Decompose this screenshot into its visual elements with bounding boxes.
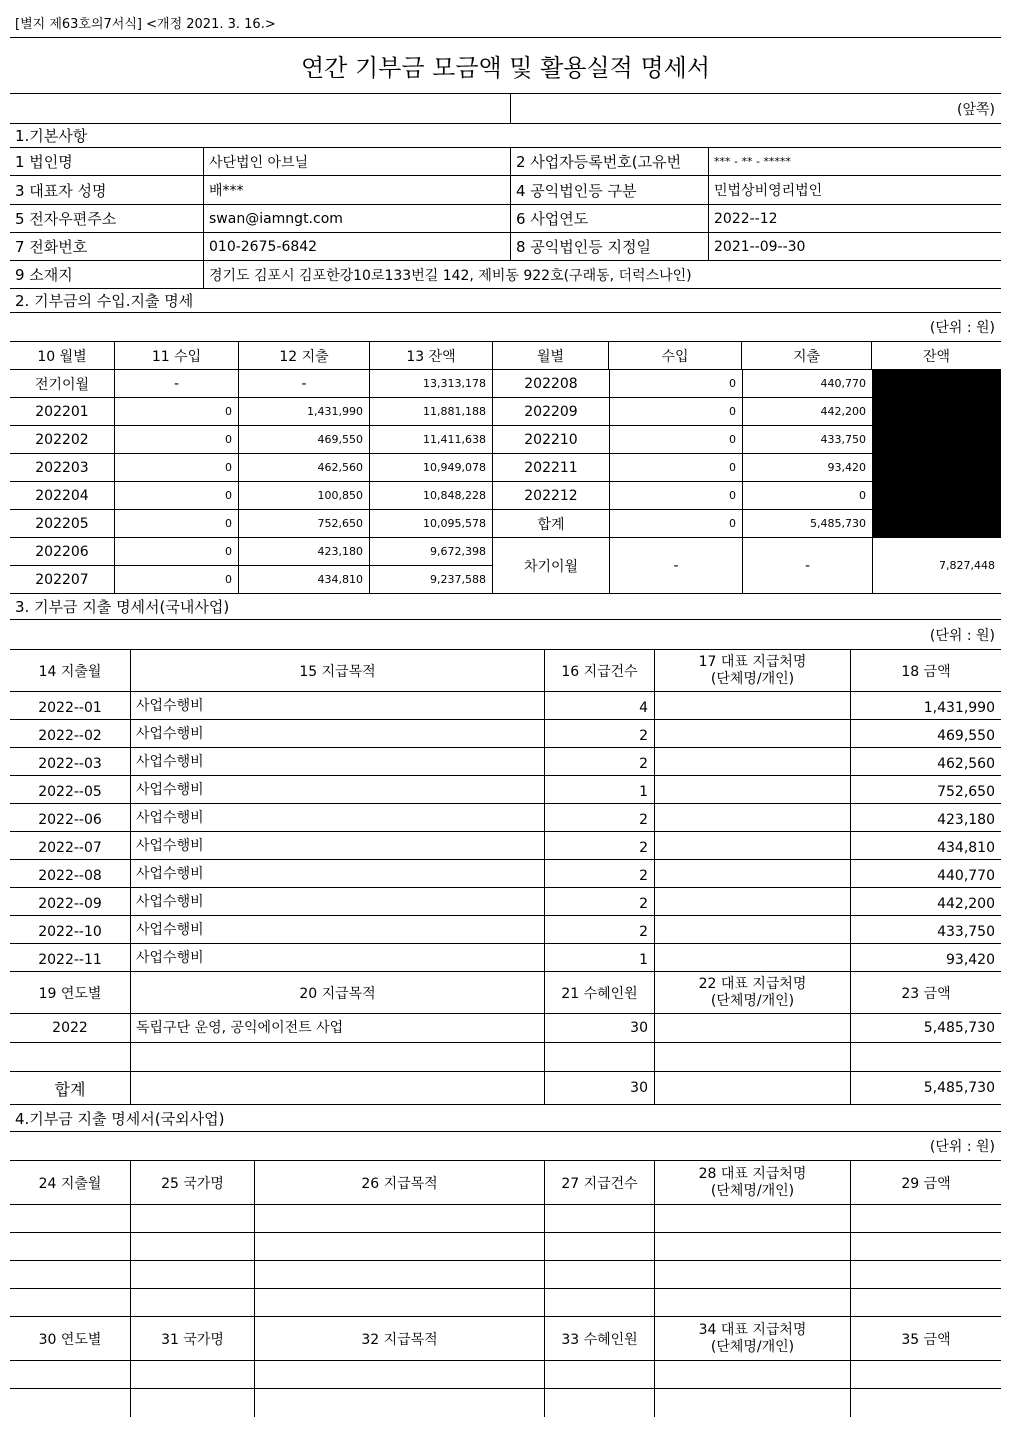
col-header: 잔액 (871, 342, 1001, 369)
blank-table-row (10, 1289, 1001, 1317)
table-row (10, 1043, 1001, 1072)
basic-info-row (10, 233, 1001, 261)
col-header-line: (단체명/개인) (710, 1182, 795, 1199)
beneficiaries-cell: 30 (544, 1014, 654, 1042)
blank-cell (130, 1205, 254, 1232)
blank-cell (10, 1289, 130, 1316)
purpose-cell: 사업수행비 (130, 888, 544, 915)
amount-cell: 434,810 (850, 832, 1001, 859)
monthly-row (10, 538, 492, 566)
recipient-cell (654, 1043, 850, 1071)
table-row (10, 748, 1001, 776)
month-cell: 202202 (35, 431, 89, 448)
yearly-rows (10, 1014, 1001, 1072)
month-cell: 2022--02 (38, 728, 102, 744)
section3-title: 3. 기부금 지출 명세서(국내사업) (15, 598, 230, 616)
expense-cell: 5,485,730 (742, 510, 872, 537)
blank-cell (10, 1389, 130, 1417)
table-row (10, 944, 1001, 972)
email-value: swan@iamngt.com (203, 205, 510, 232)
balance-cell: 10,848,228 (369, 482, 492, 509)
unit-label: (단위 : 원) (929, 627, 995, 644)
income-expense-body (10, 370, 1001, 594)
expense-cell: 100,850 (238, 482, 369, 509)
table-row (10, 832, 1001, 860)
amount-cell: 5,485,730 (850, 1014, 1001, 1042)
income-cell: 0 (114, 510, 238, 537)
purpose-cell: 사업수행비 (130, 776, 544, 803)
table-row (10, 720, 1001, 748)
blank-cell (654, 1361, 850, 1388)
blank-cell (544, 1389, 654, 1417)
section2-title-row (10, 289, 1001, 313)
month-cell: 2022--09 (38, 896, 102, 912)
blank-cell (850, 1233, 1001, 1260)
purpose-cell: 사업수행비 (130, 804, 544, 831)
carry-over-row (493, 538, 1001, 593)
recipient-cell (654, 748, 850, 775)
income-cell: 0 (114, 538, 238, 565)
count-cell: 2 (544, 748, 654, 775)
phone-label: 7 전화번호 (15, 238, 88, 256)
income-cell: 0 (609, 370, 742, 397)
col-header: 15 지급목적 (130, 650, 544, 691)
blank-cell (654, 1289, 850, 1316)
total-beneficiaries: 30 (544, 1072, 654, 1104)
front-side-label: (앞쪽) (510, 94, 1001, 123)
recipient-cell (654, 888, 850, 915)
blank-cell (10, 1233, 130, 1260)
redacted-balance-cell (872, 398, 1001, 425)
month-cell: 202212 (524, 487, 578, 504)
expense-cell: 442,200 (742, 398, 872, 425)
section4-title-row (10, 1105, 1001, 1132)
month-cell: 전기이월 (34, 376, 90, 393)
redacted-balance-cell (872, 426, 1001, 453)
total-amount: 5,485,730 (850, 1072, 1001, 1104)
amount-cell: 423,180 (850, 804, 1001, 831)
month-cell: 2022--06 (38, 812, 102, 828)
count-cell: 1 (544, 944, 654, 971)
designation-date-label: 8 공익법인등 지정일 (510, 233, 708, 260)
yearly-header (10, 972, 1001, 1014)
left-monthly-table (10, 370, 492, 593)
blank-cell (130, 1072, 544, 1104)
fiscal-year-value: 2022--12 (708, 205, 1001, 232)
blank-cell (850, 1361, 1001, 1388)
purpose-cell: 사업수행비 (130, 916, 544, 943)
recipient-cell (654, 1014, 850, 1042)
unit-row (10, 1132, 1001, 1161)
blank-cell (544, 1233, 654, 1260)
month-cell: 202209 (524, 403, 578, 420)
month-cell: 202201 (35, 403, 89, 420)
carry-balance: 7,827,448 (872, 538, 1001, 593)
col-header: 30 연도별 (38, 1331, 102, 1348)
amount-cell: 752,650 (850, 776, 1001, 803)
col-header: 20 지급목적 (130, 972, 544, 1013)
ceo-name-value: 배*** (203, 176, 510, 204)
monthly-row (10, 454, 492, 482)
table-row (10, 1014, 1001, 1043)
col-header-line: 17 대표 지급처명 (698, 653, 807, 670)
blank-cell (254, 1389, 544, 1417)
col-header-line: 34 대표 지급처명 (698, 1321, 807, 1338)
right-monthly-table (492, 370, 1001, 593)
domestic-rows (10, 692, 1001, 972)
blank-cell (130, 1361, 254, 1388)
blank-cell (130, 1233, 254, 1260)
monthly-row (493, 482, 1001, 510)
expense-cell: 0 (742, 482, 872, 509)
amount-cell: 440,770 (850, 860, 1001, 887)
monthly-row (10, 398, 492, 426)
income-cell: - (114, 370, 238, 397)
monthly-row (493, 370, 1001, 398)
income-cell: 0 (609, 398, 742, 425)
blank-cell (544, 1205, 654, 1232)
purpose-cell: 사업수행비 (130, 944, 544, 971)
col-header-rep (654, 1161, 850, 1204)
domestic-header (10, 650, 1001, 692)
col-header: 월별 (492, 342, 608, 369)
front-label-row (10, 94, 1001, 124)
col-header: 12 지출 (238, 342, 369, 369)
balance-cell: 13,313,178 (369, 370, 492, 397)
count-cell: 2 (544, 804, 654, 831)
redacted-balance-cell (872, 454, 1001, 481)
expense-cell: 434,810 (238, 566, 369, 593)
col-header: 10 월별 (37, 348, 87, 365)
month-cell: 202211 (524, 459, 578, 476)
overseas-yearly-header (10, 1317, 1001, 1361)
income-cell: 0 (114, 566, 238, 593)
unit-label: (단위 : 원) (929, 320, 995, 336)
monthly-row (10, 510, 492, 538)
col-header-line: 28 대표 지급처명 (698, 1165, 807, 1182)
col-header-rep (654, 1317, 850, 1360)
phone-value: 010-2675-6842 (203, 233, 510, 260)
col-header: 24 지출월 (38, 1175, 102, 1192)
blank-cell (544, 1261, 654, 1288)
blank-cell (254, 1205, 544, 1232)
corp-type-value: 민법상비영리법인 (708, 176, 1001, 204)
monthly-row (493, 398, 1001, 426)
blank-cell (10, 1205, 130, 1232)
month-cell: 202208 (524, 375, 578, 392)
table-row (10, 804, 1001, 832)
col-header-line: (단체명/개인) (710, 1338, 795, 1355)
blank-cell (544, 1289, 654, 1316)
year-cell (10, 1043, 130, 1071)
month-cell: 2022--11 (38, 952, 102, 968)
section2-title: 2. 기부금의 수입.지출 명세 (15, 292, 194, 310)
income-expense-header (10, 342, 1001, 370)
count-cell: 2 (544, 888, 654, 915)
address-label: 9 소재지 (15, 266, 73, 284)
purpose-cell (130, 1043, 544, 1071)
count-cell: 2 (544, 832, 654, 859)
total-row (10, 1072, 1001, 1105)
expense-cell: 752,650 (238, 510, 369, 537)
monthly-row (10, 370, 492, 398)
month-cell: 2022--07 (38, 840, 102, 856)
blank-cell (254, 1361, 544, 1388)
redacted-balance-cell (872, 510, 1001, 537)
balance-cell: 9,672,398 (369, 538, 492, 565)
purpose-cell: 사업수행비 (130, 692, 544, 719)
expense-cell: 469,550 (238, 426, 369, 453)
overseas-blank-rows (10, 1205, 1001, 1317)
basic-info-row (10, 205, 1001, 233)
amount-cell: 433,750 (850, 916, 1001, 943)
form-id-row (10, 8, 1001, 38)
monthly-row (493, 510, 1001, 538)
blank-cell (850, 1261, 1001, 1288)
title-row (10, 38, 1001, 94)
section4-title: 4.기부금 지출 명세서(국외사업) (15, 1109, 225, 1128)
email-label: 5 전자우편주소 (15, 210, 117, 228)
monthly-row (10, 482, 492, 510)
section3-title-row (10, 594, 1001, 620)
expense-cell: 93,420 (742, 454, 872, 481)
section1-title-row (10, 124, 1001, 148)
table-row (10, 916, 1001, 944)
carry-label: 차기이월 (523, 558, 579, 575)
corp-name-value: 사단법인 아브닐 (203, 148, 510, 175)
corp-name-label: 1 법인명 (15, 153, 73, 171)
balance-cell: 11,411,638 (369, 426, 492, 453)
fiscal-year-label: 6 사업연도 (510, 205, 708, 232)
blank-table-row (10, 1205, 1001, 1233)
col-header: 35 금액 (850, 1317, 1001, 1360)
income-cell: 0 (114, 454, 238, 481)
balance-cell: 10,095,578 (369, 510, 492, 537)
total-label: 합계 (54, 1079, 86, 1099)
month-cell: 202204 (35, 487, 89, 504)
blank-cell (254, 1233, 544, 1260)
month-cell: 합계 (537, 516, 565, 533)
blank-cell (654, 1233, 850, 1260)
col-header: 21 수혜인원 (544, 972, 654, 1013)
income-cell: 0 (114, 426, 238, 453)
col-header: 18 금액 (850, 650, 1001, 691)
col-header: 14 지출월 (38, 663, 102, 680)
expense-cell: 462,560 (238, 454, 369, 481)
count-cell: 4 (544, 692, 654, 719)
month-cell: 202210 (524, 431, 578, 448)
document-title: 연간 기부금 모금액 및 활용실적 명세서 (300, 54, 711, 82)
recipient-cell (654, 692, 850, 719)
blank-cell (10, 94, 510, 123)
monthly-row (493, 454, 1001, 482)
redacted-balance-cell (872, 370, 1001, 397)
ceo-name-label: 3 대표자 성명 (15, 181, 107, 200)
blank-table-row (10, 1361, 1001, 1389)
count-cell: 1 (544, 776, 654, 803)
unit-row (10, 313, 1001, 342)
blank-cell (544, 1361, 654, 1388)
table-row (10, 692, 1001, 720)
statement-sheet (10, 8, 1001, 1417)
col-header: 13 잔액 (369, 342, 492, 369)
recipient-cell (654, 776, 850, 803)
income-cell: 0 (609, 454, 742, 481)
purpose-cell: 사업수행비 (130, 832, 544, 859)
carry-income: - (609, 538, 742, 593)
recipient-cell (654, 720, 850, 747)
purpose-cell: 독립구단 운영, 공익에이전트 사업 (130, 1014, 544, 1042)
blank-cell (654, 1261, 850, 1288)
balance-cell: 11,881,188 (369, 398, 492, 425)
col-header: 26 지급목적 (254, 1161, 544, 1204)
month-cell: 2022--05 (38, 784, 102, 800)
col-header: 19 연도별 (38, 985, 102, 1002)
blank-cell (10, 1361, 130, 1388)
income-cell: 0 (609, 510, 742, 537)
blank-cell (850, 1389, 1001, 1417)
month-cell: 2022--08 (38, 868, 102, 884)
blank-cell (654, 1205, 850, 1232)
amount-cell (850, 1043, 1001, 1071)
table-row (10, 860, 1001, 888)
amount-cell: 469,550 (850, 720, 1001, 747)
beneficiaries-cell (544, 1043, 654, 1071)
income-cell: 0 (609, 426, 742, 453)
blank-cell (130, 1289, 254, 1316)
month-cell: 2022--10 (38, 924, 102, 940)
monthly-row (10, 426, 492, 454)
month-cell: 202206 (35, 543, 89, 560)
address-value: 경기도 김포시 김포한강10로133번길 142, 제비동 922호(구래동, 더럭스나인) (203, 261, 1001, 288)
reg-no-value: *** - ** - ***** (708, 148, 1001, 175)
carry-expense: - (742, 538, 872, 593)
recipient-cell (654, 832, 850, 859)
col-header-line: (단체명/개인) (710, 670, 795, 687)
blank-cell (850, 1205, 1001, 1232)
designation-date-value: 2021--09--30 (708, 233, 1001, 260)
blank-table-row (10, 1389, 1001, 1417)
col-header: 25 국가명 (130, 1161, 254, 1204)
blank-cell (254, 1261, 544, 1288)
col-header: 32 지급목적 (254, 1317, 544, 1360)
blank-table-row (10, 1261, 1001, 1289)
purpose-cell: 사업수행비 (130, 720, 544, 747)
col-header-line: (단체명/개인) (710, 992, 795, 1009)
year-cell: 2022 (52, 1020, 88, 1036)
blank-cell (130, 1389, 254, 1417)
count-cell: 2 (544, 720, 654, 747)
col-header: 지출 (741, 342, 871, 369)
expense-cell: - (238, 370, 369, 397)
basic-info-row (10, 261, 1001, 289)
month-cell: 2022--03 (38, 756, 102, 772)
expense-cell: 1,431,990 (238, 398, 369, 425)
overseas-yearly-blank-rows (10, 1361, 1001, 1417)
col-header-line: 22 대표 지급처명 (698, 975, 807, 992)
income-cell: 0 (114, 398, 238, 425)
blank-cell (10, 1261, 130, 1288)
month-cell: 2022--01 (38, 700, 102, 716)
month-cell: 202205 (35, 515, 89, 532)
col-header: 23 금액 (850, 972, 1001, 1013)
count-cell: 2 (544, 860, 654, 887)
section1-title: 1.기본사항 (15, 127, 88, 145)
expense-cell: 433,750 (742, 426, 872, 453)
col-header: 수입 (608, 342, 741, 369)
recipient-cell (654, 916, 850, 943)
month-cell: 202203 (35, 459, 89, 476)
income-cell: 0 (609, 482, 742, 509)
amount-cell: 1,431,990 (850, 692, 1001, 719)
monthly-row (10, 566, 492, 593)
form-id-label: [별지 제63호의7서식] <개정 2021. 3. 16.> (15, 17, 276, 32)
col-header-rep (654, 650, 850, 691)
reg-no-label: 2 사업자등록번호(고유번 (510, 148, 708, 175)
col-header: 31 국가명 (130, 1317, 254, 1360)
blank-cell (654, 1072, 850, 1104)
table-row (10, 776, 1001, 804)
month-cell: 202207 (35, 571, 89, 588)
expense-cell: 440,770 (742, 370, 872, 397)
basic-info-row (10, 176, 1001, 205)
col-header: 27 지급건수 (544, 1161, 654, 1204)
corp-type-label: 4 공익법인등 구분 (510, 176, 708, 204)
blank-cell (130, 1261, 254, 1288)
col-header: 33 수혜인원 (544, 1317, 654, 1360)
purpose-cell: 사업수행비 (130, 748, 544, 775)
purpose-cell: 사업수행비 (130, 860, 544, 887)
expense-cell: 423,180 (238, 538, 369, 565)
col-header: 16 지급건수 (544, 650, 654, 691)
amount-cell: 93,420 (850, 944, 1001, 971)
col-header-rep (654, 972, 850, 1013)
unit-label: (단위 : 원) (929, 1139, 995, 1155)
table-row (10, 888, 1001, 916)
overseas-header (10, 1161, 1001, 1205)
amount-cell: 442,200 (850, 888, 1001, 915)
redacted-balance-cell (872, 482, 1001, 509)
recipient-cell (654, 860, 850, 887)
basic-info-row (10, 148, 1001, 176)
amount-cell: 462,560 (850, 748, 1001, 775)
monthly-row (493, 426, 1001, 454)
balance-cell: 9,237,588 (369, 566, 492, 593)
blank-cell (850, 1289, 1001, 1316)
count-cell: 2 (544, 916, 654, 943)
income-cell: 0 (114, 482, 238, 509)
balance-cell: 10,949,078 (369, 454, 492, 481)
col-header: 29 금액 (850, 1161, 1001, 1204)
blank-cell (254, 1289, 544, 1316)
blank-cell (654, 1389, 850, 1417)
blank-table-row (10, 1233, 1001, 1261)
col-header: 11 수입 (114, 342, 238, 369)
recipient-cell (654, 804, 850, 831)
recipient-cell (654, 944, 850, 971)
unit-row (10, 620, 1001, 650)
